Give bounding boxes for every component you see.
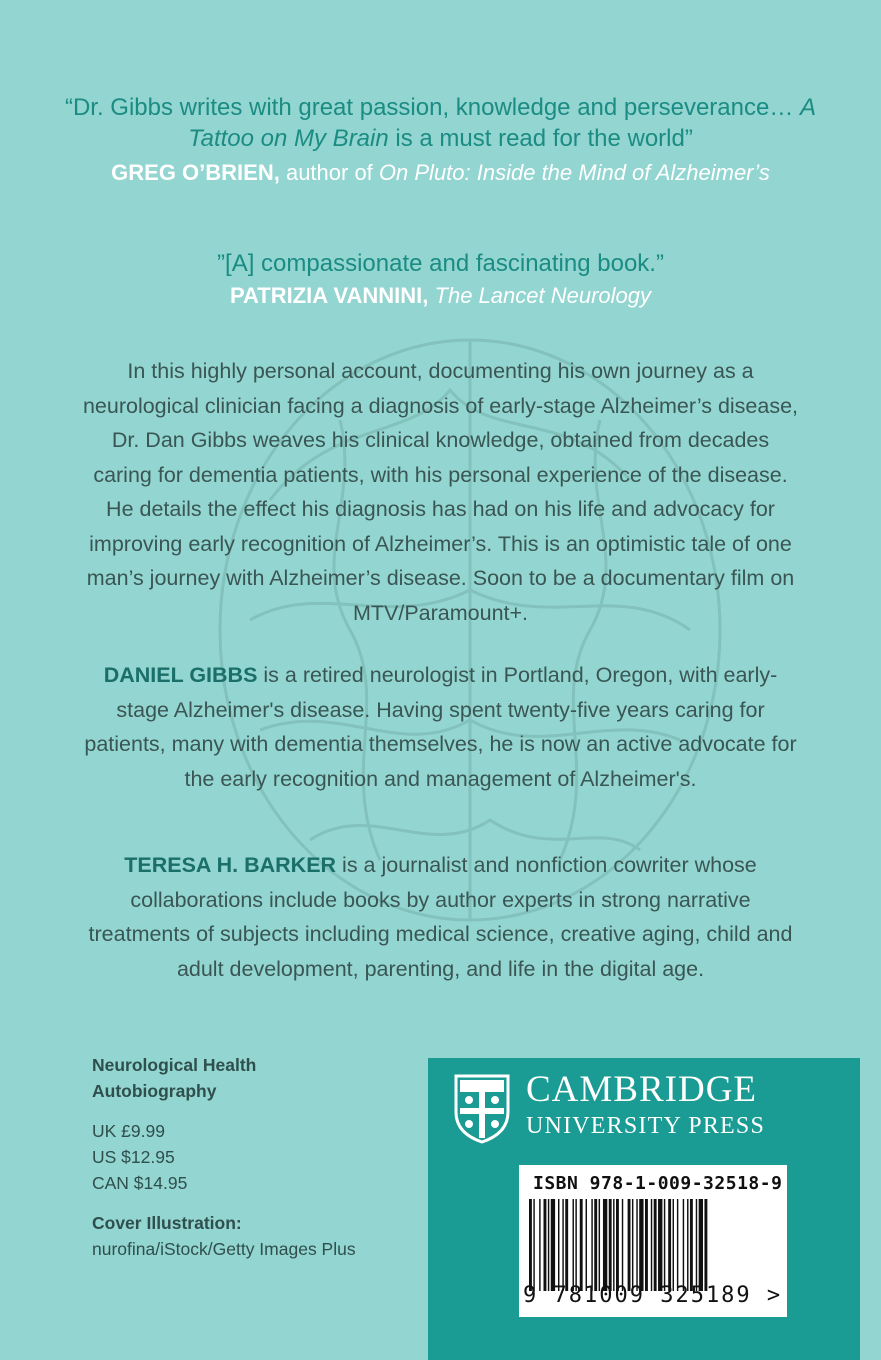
- barcode-bar: [668, 1199, 671, 1291]
- publisher-panel: [428, 1058, 860, 1360]
- quote-text: ”[A] compassionate and fascinating book.”: [217, 250, 664, 277]
- isbn-barcode: [519, 1165, 787, 1317]
- cover-illustration-label: Cover Illustration:: [92, 1213, 242, 1233]
- author-bio-gibbs: [80, 658, 801, 796]
- barcode-bar: [622, 1199, 623, 1291]
- barcode-bar: [599, 1199, 600, 1291]
- barcode-bar: [562, 1199, 563, 1291]
- quoted-book-title: A Tattoo on My Brain: [188, 94, 817, 152]
- barcode-bar: [609, 1199, 612, 1291]
- cover-illustration-credit: nurofina/iStock/Getty Images Plus: [92, 1239, 356, 1259]
- barcode-bar: [616, 1199, 619, 1291]
- barcode-bar: [651, 1199, 652, 1291]
- publisher-name: CAMBRIDGE: [526, 1069, 758, 1110]
- author-bio-barker: [80, 848, 801, 986]
- barcode-bar: [645, 1199, 648, 1291]
- quote-lancet-endorsement: [60, 248, 821, 311]
- attribution-role: author of: [279, 160, 379, 185]
- barcode-bar: [704, 1199, 707, 1291]
- publisher-subname: UNIVERSITY PRESS: [526, 1113, 766, 1139]
- barcode-bar: [636, 1199, 637, 1291]
- quote-attribution: [60, 158, 821, 188]
- barcode-digits: 9 781009 325189 >: [523, 1283, 783, 1308]
- barcode-bar: [551, 1199, 555, 1291]
- barcode-bar: [696, 1199, 697, 1291]
- attribution-work: The Lancet Neurology: [428, 283, 651, 308]
- barcode-bar: [683, 1199, 684, 1291]
- book-meta: [92, 1052, 392, 1262]
- barcode-bar: [677, 1199, 678, 1291]
- attribution-name: PATRIZIA VANNINI,: [230, 283, 429, 308]
- category-secondary: Autobiography: [92, 1081, 217, 1101]
- barcode-bar: [573, 1199, 574, 1291]
- attribution-name: GREG O’BRIEN,: [111, 160, 280, 185]
- barcode-bar: [575, 1199, 576, 1291]
- category-primary: Neurological Health: [92, 1055, 257, 1075]
- author-name: TERESA H. BARKER: [124, 853, 337, 877]
- barcode-bar: [529, 1199, 532, 1291]
- barcode-bar: [664, 1199, 665, 1291]
- barcode-bar: [591, 1199, 592, 1291]
- barcode-bar: [544, 1199, 547, 1291]
- quote-attribution: [60, 281, 821, 311]
- barcode-bar: [673, 1199, 674, 1291]
- barcode-bars: [529, 1199, 753, 1291]
- price-uk: UK £9.99: [92, 1121, 165, 1141]
- barcode-bar: [613, 1199, 614, 1291]
- quote-gibbs-endorsement: [60, 92, 821, 188]
- isbn-label: ISBN 978-1-009-32518-9: [533, 1173, 783, 1194]
- barcode-bar: [558, 1199, 559, 1291]
- book-description: In this highly personal account, documenting his own journey as a neurological clinician facing a diagnosis of early-stage Alzheimer’s disease, Dr. Dan Gibbs weaves his clinical knowledge, obtained from decades caring for dementia patients, with his personal experience of the disease. He details the effect his diagnosis has had on his life and advocacy for improving early recognition of Alzheimer’s. This is an optimistic tale of one man’s journey with Alzheimer’s disease. Soon to be a documentary film on MTV/Paramount+.: [82, 359, 799, 625]
- cambridge-shield-logo-icon: [452, 1072, 512, 1144]
- barcode-bar: [580, 1199, 583, 1291]
- barcode-bar: [594, 1199, 597, 1291]
- quote-text-part: is a must read for the world”: [388, 125, 693, 152]
- barcode-bar: [687, 1199, 688, 1291]
- barcode-bar: [690, 1199, 693, 1291]
- barcode-bar: [628, 1199, 631, 1291]
- barcode-bar: [539, 1199, 540, 1291]
- barcode-bar: [565, 1199, 568, 1291]
- price-us: US $12.95: [92, 1147, 175, 1167]
- author-bio-text: is a retired neurologist in Portland, Oregon, with early-stage Alzheimer's disease. Having spent twenty-five years caring for patients, many with dementia themselves, he is now an active advocate for the early recognition and management of Alzheimer's.: [84, 663, 797, 791]
- barcode-bar: [533, 1199, 534, 1291]
- barcode-bar: [586, 1199, 587, 1291]
- barcode-bar: [639, 1199, 643, 1291]
- author-bio-text: is a journalist and nonfiction cowriter whose collaborations include books by author experts in strong narrative treatments of subjects including medical science, creative aging, child and adult development, parenting, and life in the digital age.: [88, 853, 793, 981]
- quote-text: [60, 92, 821, 154]
- barcode-bar: [654, 1199, 657, 1291]
- barcode-bar: [603, 1199, 607, 1291]
- barcode-bar: [658, 1199, 662, 1291]
- barcode-bar: [699, 1199, 703, 1291]
- attribution-work: On Pluto: Inside the Mind of Alzheimer’s: [378, 160, 770, 185]
- barcode-bar: [548, 1199, 549, 1291]
- barcode-bar: [632, 1199, 633, 1291]
- author-name: DANIEL GIBBS: [103, 663, 258, 687]
- price-can: CAN $14.95: [92, 1173, 188, 1193]
- quote-text-part: “Dr. Gibbs writes with great passion, knowledge and perseverance…: [64, 94, 800, 121]
